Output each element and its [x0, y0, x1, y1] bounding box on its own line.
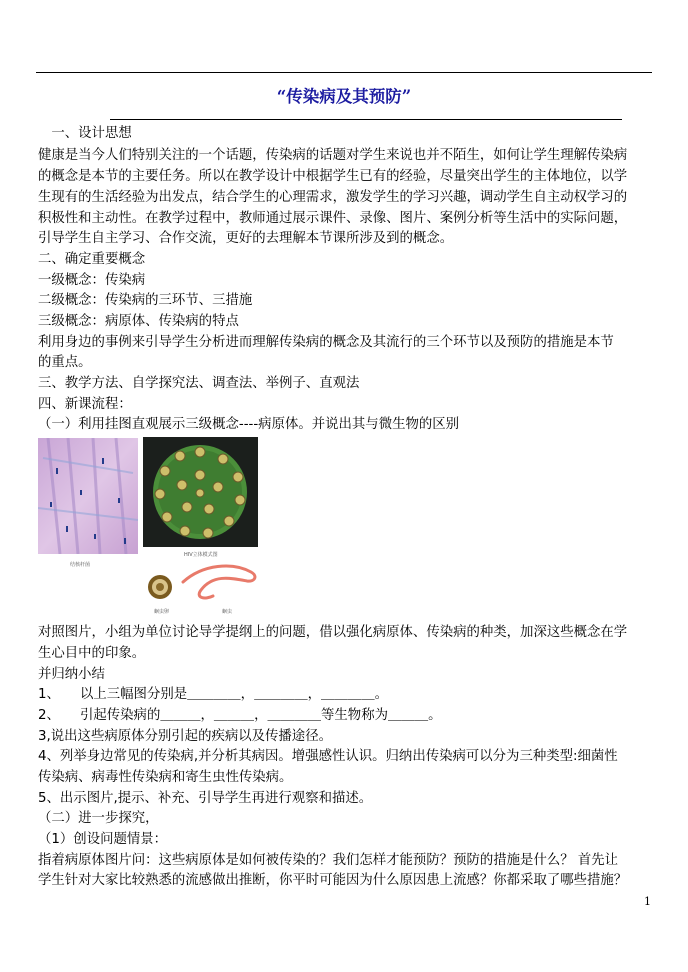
- roundworm-image: [143, 560, 261, 610]
- text-line: 积极性和主动性。在教学过程中，教师通过展示课件、录像、图片、案例分析等生活中的实际问题，: [38, 211, 628, 226]
- text-line: 二级概念：传染病的三环节、三措施: [38, 293, 253, 308]
- text-line: 的概念是本节的主要任务。所以在教学设计中根据学生已有的经验，尽量突出学生的主体地位，以学: [38, 169, 628, 184]
- text-line: 三、教学方法、自学探究法、调查法、举例子、直观法: [38, 376, 360, 391]
- text-line: 四、新课流程：: [38, 397, 132, 412]
- text-line: 引导学生自主学习、合作交流，更好的去理解本节课所涉及到的概念。: [38, 231, 454, 246]
- header-rule: [36, 72, 652, 73]
- roundworm-caption: 蛔虫: [222, 609, 233, 615]
- text-line: 一、设计思想: [38, 126, 132, 141]
- text-line: （二）进一步探究，: [38, 811, 159, 826]
- text-line: 学生针对大家比较熟悉的流感做出推断，你平时可能因为什么原因患上流感？你都采取了哪些措施？: [38, 873, 628, 888]
- text-line: 生现有的生活经验为出发点，结合学生的心理需求，激发学生的学习兴趣，调动学生自主动权学习的: [38, 190, 628, 205]
- text-line: 传染病、病毒性传染病和寄生虫性传染病。: [38, 770, 293, 785]
- hiv-caption: HIV立体模式图: [184, 552, 218, 558]
- text-line: 对照图片，小组为单位讨论导学提纲上的问题，借以强化病原体、传染病的种类，加深这些概念在学: [38, 625, 628, 640]
- text-line: 生心目中的印象。: [38, 646, 146, 661]
- text-line: （一）利用挂图直观展示三级概念----病原体。并说出其与微生物的区别: [38, 417, 460, 432]
- title-rule: [110, 119, 622, 120]
- text-line: 健康是当今人们特别关注的一个话题，传染病的话题对学生来说也并不陌生，如何让学生理解传染病: [38, 148, 628, 163]
- text-line: 二、确定重要概念: [38, 252, 146, 267]
- text-line: 的重点。: [38, 355, 92, 370]
- text-line: 并归纳小结: [38, 667, 105, 682]
- text-line: 一级概念：传染病: [38, 273, 146, 288]
- hiv-virus-model-image: [143, 437, 258, 547]
- text-line: 指着病原体图片问：这些病原体是如何被传染的？我们怎样才能预防？预防的措施是什么？ 首先让: [38, 853, 619, 868]
- roundworm-egg-caption: 蛔虫卵: [154, 609, 170, 615]
- text-line: 1、 以上三幅图分别是＿＿＿＿，＿＿＿＿，＿＿＿＿。: [38, 687, 388, 702]
- text-line: 三级概念：病原体、传染病的特点: [38, 314, 239, 329]
- text-line: 4、列举身边常见的传染病,并分析其病因。增强感性认识。归纳出传染病可以分为三种类型:细菌性: [38, 749, 618, 764]
- text-line: 利用身边的事例来引导学生分析进而理解传染病的概念及其流行的三个环节以及预防的措施是本节: [38, 335, 614, 350]
- bacteria-micrograph-image: [38, 438, 138, 554]
- text-line: （1）创设问题情景：: [38, 832, 168, 847]
- document-title: “传染病及其预防”: [276, 87, 412, 106]
- text-line: 5、出示图片,提示、补充、引导学生再进行观察和描述。: [38, 791, 373, 806]
- page-number: 1: [644, 895, 651, 908]
- bacteria-caption: 结核杆菌: [70, 562, 91, 568]
- text-line: 3,说出这些病原体分别引起的疾病以及传播途径。: [38, 729, 332, 744]
- text-line: 2、 引起传染病的＿＿＿，＿＿＿，＿＿＿＿等生物称为＿＿＿。: [38, 708, 442, 723]
